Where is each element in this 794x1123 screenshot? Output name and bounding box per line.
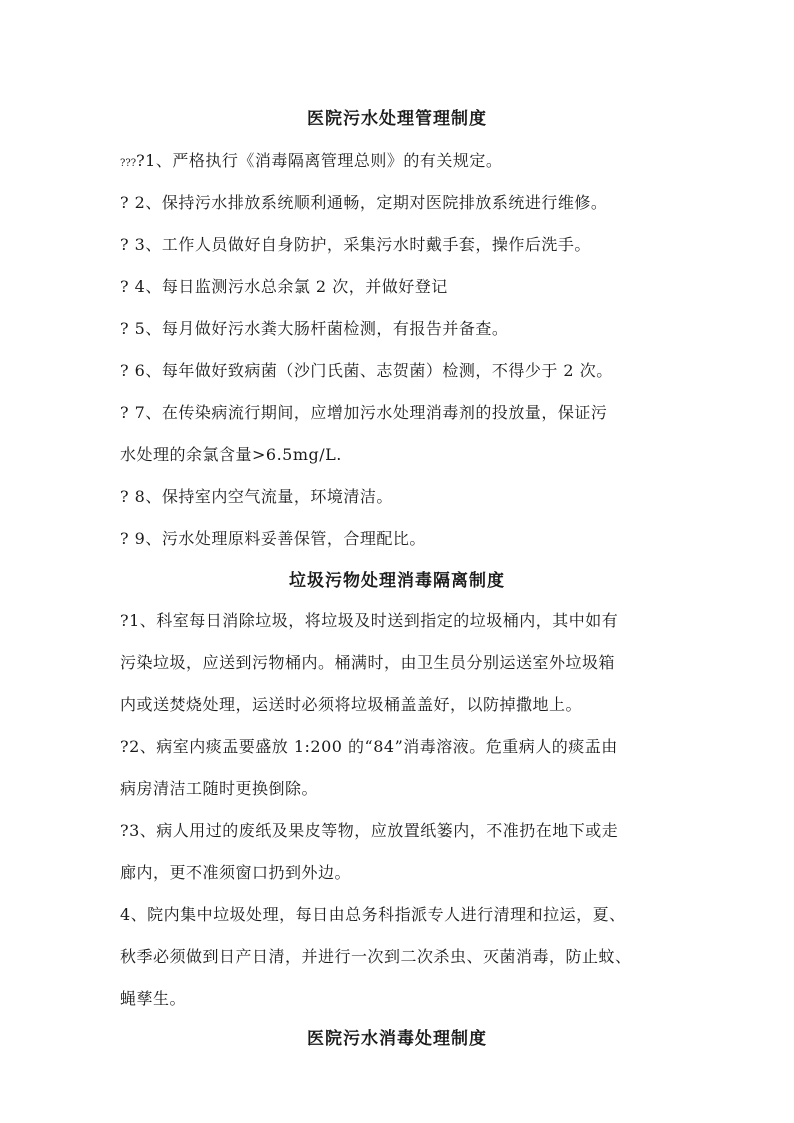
paragraph-line: 病房清洁工随时更换倒除。 [120, 779, 319, 798]
paragraph-line: ? 7、在传染病流行期间，应增加污水处理消毒剂的投放量，保证污 [120, 403, 608, 422]
paragraph-line: 4、院内集中垃圾处理，每日由总务科指派专人进行清理和拉运，夏、 [120, 905, 626, 924]
paragraph-line: ? 8、保持室内空气流量，环境清洁。 [120, 487, 393, 506]
paragraph-line: 蝇孳生。 [120, 989, 187, 1008]
paragraph-line: ? 9、污水处理原料妥善保管，合理配比。 [120, 529, 426, 548]
paragraph-line: ? 5、每月做好污水粪大肠杆菌检测，有报告并备查。 [120, 319, 509, 338]
section-title-sewage-disinfection: 医院污水消毒处理制度 [307, 1029, 487, 1049]
paragraph-line: 污染垃圾，应送到污物桶内。桶满时，由卫生员分别运送室外垃圾箱 [120, 653, 616, 672]
paragraph-line: ? 3、工作人员做好自身防护，采集污水时戴手套，操作后洗手。 [120, 235, 591, 254]
paragraph-line: ????1、严格执行《消毒隔离管理总则》的有关规定。 [120, 151, 503, 170]
paragraph-line: 廊内，更不准须窗口扔到外边。 [120, 863, 352, 882]
paragraph-line: 水处理的余氯含量>6.5mg/L. [120, 445, 342, 464]
line-prefix: ??? [120, 158, 137, 169]
paragraph-line: 内或送焚烧处理，运送时必须将垃圾桶盖盖好，以防掉撒地上。 [120, 695, 583, 714]
paragraph-line: ?1、科室每日消除垃圾，将垃圾及时送到指定的垃圾桶内，其中如有 [120, 611, 619, 630]
section-title-waste-disinfection: 垃圾污物处理消毒隔离制度 [289, 571, 505, 591]
paragraph-line: ?2、病室内痰盂要盛放 1:200 的“84”消毒溶液。危重病人的痰盂由 [120, 737, 618, 756]
paragraph-line: ?3、病人用过的废纸及果皮等物，应放置纸篓内，不准扔在地下或走 [120, 821, 619, 840]
paragraph-line: ? 2、保持污水排放系统顺利通畅，定期对医院排放系统进行维修。 [120, 193, 608, 212]
paragraph-line: 秋季必须做到日产日清，并进行一次到二次杀虫、灭菌消毒，防止蚊、 [120, 947, 632, 966]
paragraph-line: ? 4、每日监测污水总余氯 2 次，并做好登记 [120, 277, 448, 296]
paragraph-line: ? 6、每年做好致病菌（沙门氏菌、志贺菌）检测，不得少于 2 次。 [120, 361, 613, 380]
section-title-sewage-management: 医院污水处理管理制度 [307, 109, 487, 129]
